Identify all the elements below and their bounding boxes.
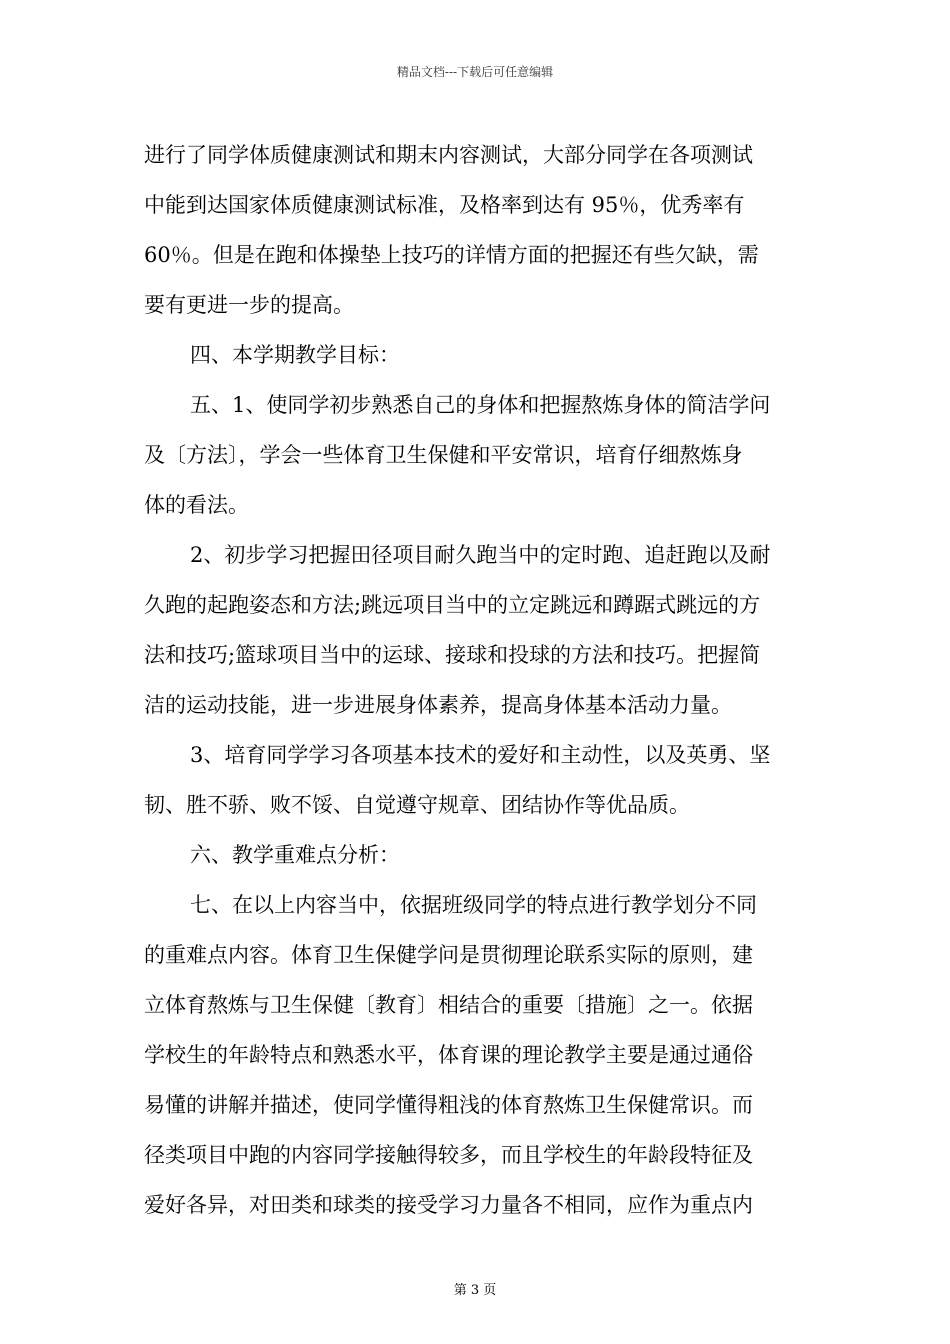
page-header: 精品文档---下载后可任意编辑 [396,65,554,79]
body-line: 要有更进一步的提高。 [144,293,354,317]
body-line: 韧、胜不骄、败不馁、自觉遵守规章、团结协作等优品质。 [144,793,690,817]
body-line: 的重难点内容。体育卫生保健学问是贯彻理论联系实际的原则，建 [144,943,753,967]
body-line: 七、在以上内容当中，依据班级同学的特点进行教学划分不同 [190,893,757,917]
body-line: 进行了同学体质健康测试和期末内容测试，大部分同学在各项测试 [144,143,753,167]
body-line: 五、1、使同学初步熟悉自己的身体和把握熬炼身体的简洁学问 [190,393,771,417]
body-line: 中能到达国家体质健康测试标准，及格率到达有 95％，优秀率有 [144,193,745,217]
body-line: 洁的运动技能，进一步进展身体素养，提高身体基本活动力量。 [144,693,732,717]
body-line: 法和技巧;篮球项目当中的运球、接球和投球的方法和技巧。把握简 [144,643,761,667]
body-line: 3、培育同学学习各项基本技术的爱好和主动性，以及英勇、坚 [190,743,771,767]
body-line: 立体育熬炼与卫生保健〔教育〕相结合的重要〔措施〕之一。依据 [144,993,753,1017]
section-heading: 六、教学重难点分析： [190,843,400,867]
body-line: 久跑的起跑姿态和方法;跳远项目当中的立定跳远和蹲踞式跳远的方 [144,593,761,617]
page-number: 第 3 页 [453,1283,497,1298]
body-line: 径类项目中跑的内容同学接触得较多，而且学校生的年龄段特征及 [144,1143,753,1167]
body-line: 2、初步学习把握田径项目耐久跑当中的定时跑、追赶跑以及耐 [190,543,771,567]
body-line: 60％。但是在跑和体操垫上技巧的详情方面的把握还有些欠缺，需 [144,243,759,267]
document-body [144,130,812,1230]
body-line: 爱好各异，对田类和球类的接受学习力量各不相同，应作为重点内 [144,1193,753,1217]
body-line: 学校生的年龄特点和熟悉水平，体育课的理论教学主要是通过通俗 [144,1043,753,1067]
section-heading: 四、本学期教学目标： [190,343,400,367]
body-line: 及〔方法〕，学会一些体育卫生保健和平安常识，培育仔细熬炼身 [144,443,743,467]
body-line: 易懂的讲解并描述，使同学懂得粗浅的体育熬炼卫生保健常识。而 [144,1093,753,1117]
body-line: 体的看法。 [144,493,249,517]
